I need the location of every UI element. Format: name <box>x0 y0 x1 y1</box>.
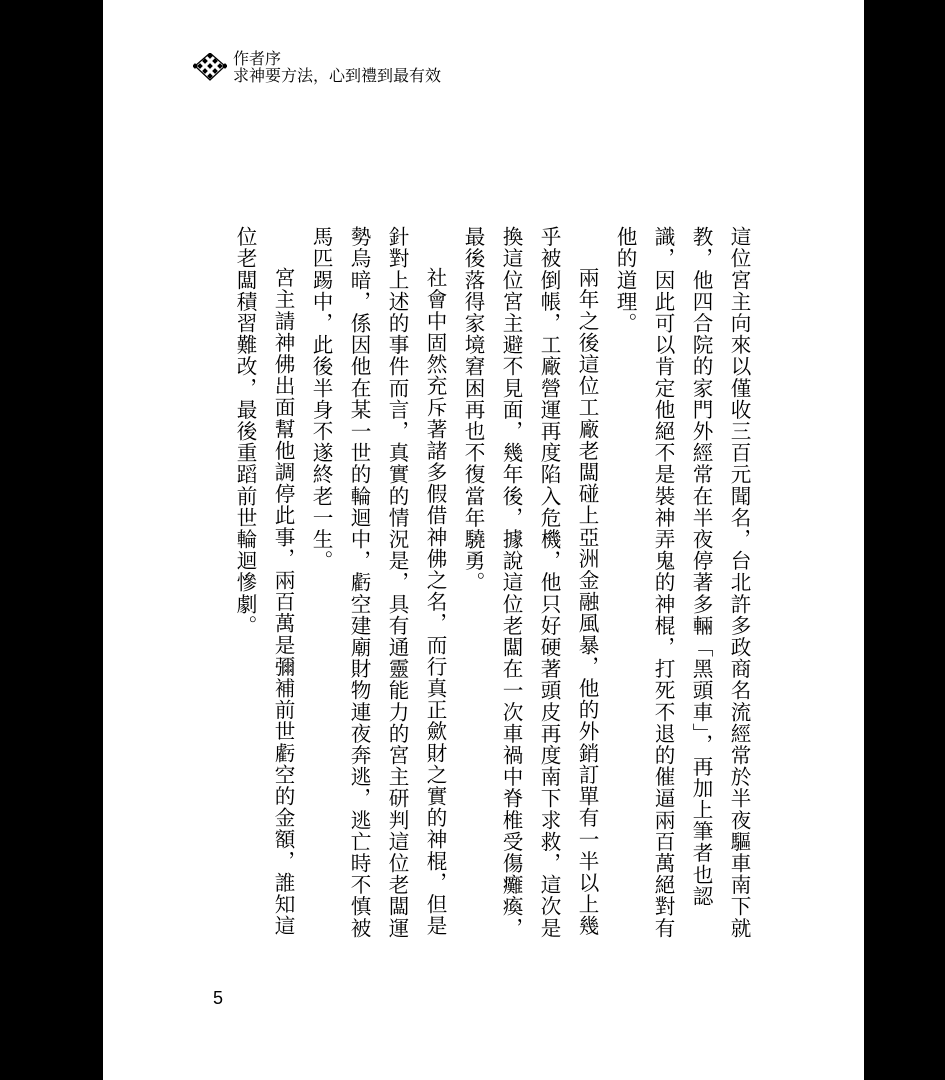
page-number: 5 <box>213 988 224 1008</box>
endless-knot-icon <box>193 53 227 81</box>
book-page <box>103 0 864 1080</box>
chapter-subtitle: 求神要方法，心到禮到最有效 <box>233 66 442 85</box>
vertical-body-text <box>213 226 758 941</box>
paragraph: 宮主請神佛出面幫他調停此事，兩百萬是彌補前世虧空的金額，誰知這位老闆積習難改，最後重蹈前世輪迴慘劇。 <box>233 226 295 937</box>
chapter-title: 作者序 <box>233 49 282 68</box>
paragraph: 這位宮主向來以僅收三百元聞名，台北許多政商名流經常於半夜驅車南下就教，他四合院的家門外經常在半夜停著多輛「黑頭車」，再加上筆者也認識，因此可以肯定他絕不是裝神弄鬼的神棍，打死不退的催逼兩百萬絕對有他的道理。 <box>613 226 751 939</box>
paragraph: 社會中固然充斥著諸多假借神佛之名，而行真正歛財之實的神棍，但是針對上述的事件而言，真實的情況是，具有通靈能力的宮主研判這位老闆運勢烏暗，係因他在某一世的輪迴中，虧空建廟財物連夜奔逃，逃亡時不慎被馬匹踢中，此後半身不遂終老一生。 <box>309 226 447 939</box>
paragraph: 兩年之後這位工廠老闆碰上亞洲金融風暴，他的外銷訂單有一半以上幾乎被倒帳，工廠營運再度陷入危機，他只好硬著頭皮再度南下求救，這次是換這位宮主避不見面，幾年後，據說這位老闆在一次車禍中脊椎受傷癱瘓，最後落得家境窘困再也不復當年驍勇。 <box>461 226 599 939</box>
